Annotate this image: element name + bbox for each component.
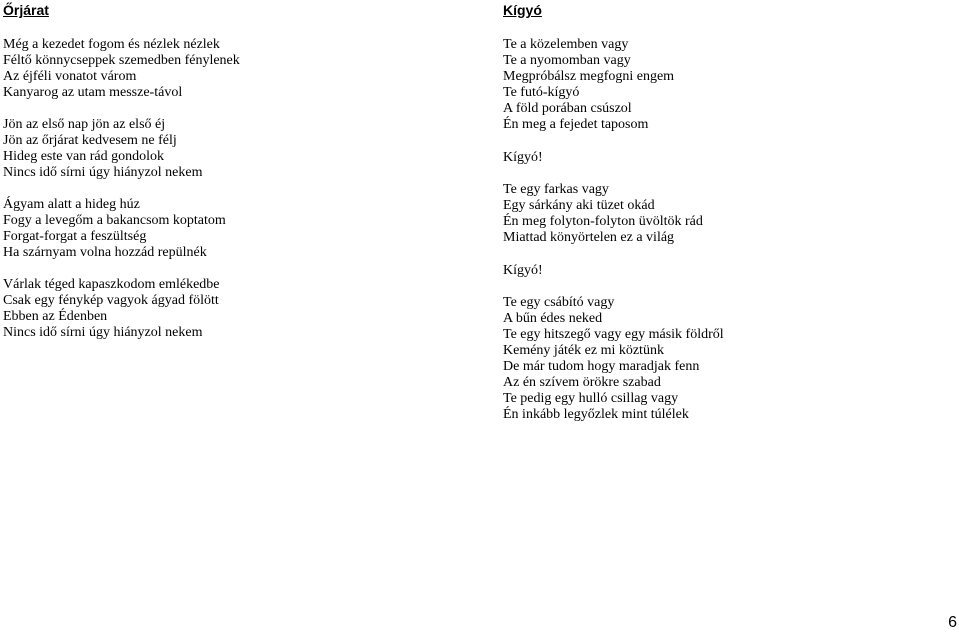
verse-line: Jön az első nap jön az első éj	[3, 117, 166, 132]
verse-line: Te egy hitszegő vagy egy másik földről	[503, 327, 724, 342]
stanza	[3, 37, 240, 101]
poem-title: Kígyó	[503, 2, 542, 18]
verse-line: A föld porában csúszol	[503, 101, 632, 116]
verse-line: Féltő könnycseppek szemedben fénylenek	[3, 53, 240, 68]
stanza	[503, 37, 724, 133]
verse-line: Ágyam alatt a hideg húz	[3, 197, 140, 212]
verse-line: Egy sárkány aki tüzet okád	[503, 198, 655, 213]
page-number: 6	[948, 614, 957, 631]
verse-line: Ebben az Édenben	[3, 309, 108, 324]
verse-line: Én meg a fejedet taposom	[503, 117, 649, 132]
verse-line: Ha szárnyam volna hozzád repülnék	[3, 245, 207, 260]
verse-line: Az éjféli vonatot várom	[3, 69, 137, 84]
stanza	[3, 117, 240, 181]
verse-line: Az én szívem örökre szabad	[503, 375, 661, 390]
stanza	[503, 182, 724, 246]
stanza	[3, 197, 240, 261]
verse-line: Te pedig egy hulló csillag vagy	[503, 391, 679, 406]
verse-line: Megpróbálsz megfogni engem	[503, 69, 675, 84]
verse-line: Fogy a levegőm a bakancsom koptatom	[3, 213, 226, 228]
verse-line: Még a kezedet fogom és nézlek nézlek	[3, 37, 220, 52]
verse-line: De már tudom hogy maradjak fenn	[503, 359, 700, 374]
verse-line: Kanyarog az utam messze-távol	[3, 85, 183, 100]
poem-title: Őrjárat	[3, 2, 49, 18]
verse-line: Jön az őrjárat kedvesem ne félj	[3, 133, 177, 148]
verse-line: Nincs idő sírni úgy hiányzol nekem	[3, 325, 203, 340]
poem-body	[3, 37, 240, 357]
verse-line: Te futó-kígyó	[503, 85, 580, 100]
verse-line: Te egy csábító vagy	[503, 295, 615, 310]
verse-line: Te a nyomomban vagy	[503, 53, 631, 68]
verse-line: Forgat-forgat a feszültség	[3, 229, 147, 244]
verse-line: Kígyó!	[503, 262, 543, 278]
verse-line: Miattad könyörtelen ez a világ	[503, 230, 675, 245]
verse-line: Én meg folyton-folyton üvöltök rád	[503, 214, 703, 229]
verse-line: Csak egy fénykép vagyok ágyad fölött	[3, 293, 219, 308]
stanza	[3, 277, 240, 341]
verse-line: Te a közelemben vagy	[503, 37, 629, 52]
verse-line: Kígyó!	[503, 149, 543, 165]
verse-line: Hideg este van rád gondolok	[3, 149, 164, 164]
verse-line: Kemény játék ez mi köztünk	[503, 343, 664, 358]
verse-line: Te egy farkas vagy	[503, 182, 609, 197]
stanza	[503, 150, 724, 166]
verse-line: Nincs idő sírni úgy hiányzol nekem	[3, 165, 203, 180]
stanza	[503, 295, 724, 423]
verse-line: A bűn édes neked	[503, 311, 603, 326]
verse-line: Várlak téged kapaszkodom emlékedbe	[3, 277, 220, 292]
stanza	[503, 263, 724, 279]
verse-line: Én inkább legyőzlek mint túlélek	[503, 407, 689, 422]
poem-body	[503, 37, 724, 440]
